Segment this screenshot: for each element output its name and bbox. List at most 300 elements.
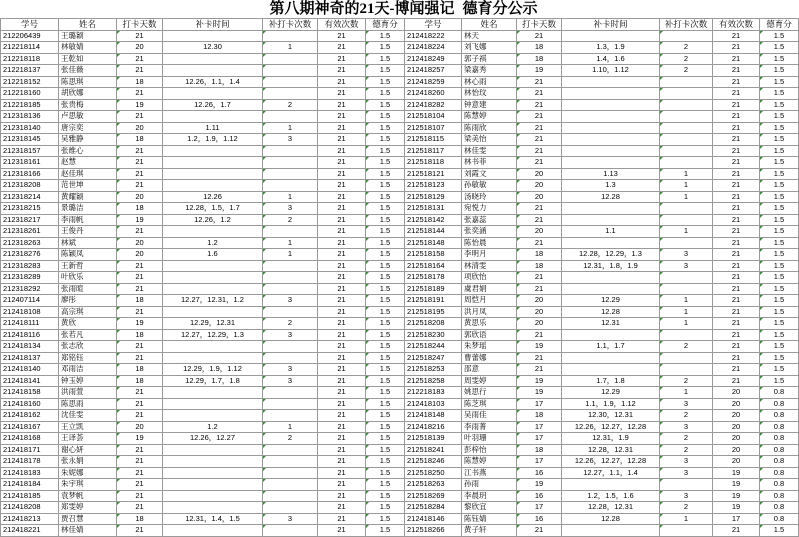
cell-student-name: 陈钰婧 — [462, 513, 517, 525]
cell-checkin-days: 17 — [517, 502, 562, 514]
cell-valid-count: 19 — [713, 467, 760, 479]
cell-student-name: 唐宗奕 — [59, 122, 117, 134]
cell-checkin-days: 17 — [517, 433, 562, 445]
cell-moral-score: 1.5 — [760, 226, 799, 238]
cell-student-name: 胡欣娜 — [59, 88, 117, 100]
cell-moral-score: 1.5 — [760, 283, 799, 295]
table-row — [1, 191, 405, 203]
cell-valid-count: 21 — [318, 157, 366, 169]
cell-student-id: 212418185 — [1, 490, 59, 502]
cell-moral-score: 1.5 — [366, 467, 405, 479]
cell-makeup-dates — [562, 76, 660, 88]
cell-makeup-count: 3 — [263, 364, 318, 376]
table-row — [405, 364, 799, 376]
cell-student-id: 212418146 — [405, 513, 462, 525]
cell-makeup-count: 1 — [660, 191, 713, 203]
cell-student-name: 江书燕 — [462, 467, 517, 479]
cell-moral-score: 1.5 — [366, 53, 405, 65]
cell-makeup-dates — [562, 134, 660, 146]
cell-checkin-days: 21 — [117, 260, 163, 272]
cell-checkin-days: 21 — [517, 111, 562, 123]
cell-moral-score: 1.5 — [366, 157, 405, 169]
table-row — [405, 272, 799, 284]
cell-student-name: 张贵梅 — [59, 99, 117, 111]
cell-moral-score: 1.5 — [366, 502, 405, 514]
cell-makeup-count: 1 — [263, 122, 318, 134]
cell-checkin-days: 21 — [117, 456, 163, 468]
cell-student-name: 邵意 — [462, 364, 517, 376]
cell-checkin-days: 16 — [517, 467, 562, 479]
table-row — [405, 226, 799, 238]
cell-student-name: 张嘉蕊 — [462, 214, 517, 226]
cell-valid-count: 21 — [713, 65, 760, 77]
cell-makeup-count — [660, 352, 713, 364]
cell-student-name: 曹蕾娜 — [462, 352, 517, 364]
cell-valid-count: 21 — [713, 375, 760, 387]
cell-makeup-dates: 12.27，1.1，1.4 — [562, 467, 660, 479]
cell-student-id: 212518284 — [405, 502, 462, 514]
cell-makeup-dates — [562, 157, 660, 169]
cell-student-id: 212418208 — [1, 502, 59, 514]
table-row — [1, 203, 405, 215]
cell-makeup-dates: 12.31，1.8，1.9 — [562, 260, 660, 272]
table-row — [405, 53, 799, 65]
cell-moral-score: 1.5 — [366, 456, 405, 468]
cell-valid-count: 20 — [713, 387, 760, 399]
table-row — [405, 456, 799, 468]
header-student-id: 学号 — [405, 19, 462, 31]
cell-makeup-count: 1 — [660, 318, 713, 330]
cell-makeup-dates — [562, 479, 660, 491]
cell-student-name: 林心雨 — [462, 76, 517, 88]
cell-student-id: 212518118 — [405, 157, 462, 169]
cell-makeup-dates — [163, 53, 263, 65]
cell-student-id: 212418221 — [1, 525, 59, 537]
cell-moral-score: 1.5 — [366, 364, 405, 376]
cell-makeup-count — [263, 65, 318, 77]
cell-makeup-dates — [562, 203, 660, 215]
header-row — [405, 19, 799, 31]
cell-student-id: 212518115 — [405, 134, 462, 146]
cell-student-name: 沈佳雯 — [59, 410, 117, 422]
cell-student-id: 212518244 — [405, 341, 462, 353]
cell-makeup-count — [660, 122, 713, 134]
cell-valid-count: 19 — [713, 490, 760, 502]
cell-valid-count: 21 — [713, 180, 760, 192]
table-row — [405, 329, 799, 341]
cell-checkin-days: 21 — [117, 53, 163, 65]
cell-student-name: 孙敏敏 — [462, 180, 517, 192]
cell-student-id: 212418167 — [1, 421, 59, 433]
cell-moral-score: 1.5 — [366, 249, 405, 261]
table-row — [405, 111, 799, 123]
cell-student-id: 212318276 — [1, 249, 59, 261]
cell-student-name: 陈思琪 — [59, 76, 117, 88]
table-row — [405, 65, 799, 77]
cell-student-id: 212418141 — [1, 375, 59, 387]
cell-student-name: 林佳雯 — [462, 145, 517, 157]
cell-student-id: 212318289 — [1, 272, 59, 284]
cell-checkin-days: 19 — [517, 375, 562, 387]
cell-checkin-days: 20 — [117, 237, 163, 249]
cell-checkin-days: 20 — [117, 249, 163, 261]
cell-checkin-days: 21 — [117, 157, 163, 169]
cell-makeup-dates — [163, 456, 263, 468]
cell-makeup-count: 3 — [660, 456, 713, 468]
cell-valid-count: 21 — [713, 352, 760, 364]
cell-student-name: 郭欣语 — [462, 329, 517, 341]
cell-valid-count: 19 — [713, 502, 760, 514]
cell-valid-count: 21 — [713, 76, 760, 88]
cell-student-name: 林佳婧 — [59, 525, 117, 537]
cell-checkin-days: 21 — [117, 479, 163, 491]
cell-moral-score: 0.8 — [760, 502, 799, 514]
cell-student-id: 212518121 — [405, 168, 462, 180]
table-row — [405, 99, 799, 111]
cell-makeup-count: 2 — [660, 42, 713, 54]
table-row — [405, 42, 799, 54]
cell-makeup-dates: 1.2 — [163, 237, 263, 249]
cell-student-id: 212518178 — [405, 272, 462, 284]
table-row — [1, 145, 405, 157]
cell-moral-score: 1.5 — [366, 76, 405, 88]
cell-valid-count: 21 — [318, 260, 366, 272]
cell-checkin-days: 16 — [517, 490, 562, 502]
table-row — [1, 433, 405, 445]
cell-makeup-count: 2 — [660, 444, 713, 456]
cell-makeup-dates: 12.26，1.1，1.4 — [163, 76, 263, 88]
cell-makeup-dates: 1.1 — [562, 226, 660, 238]
cell-student-name: 林怡玟 — [462, 88, 517, 100]
cell-checkin-days: 20 — [117, 122, 163, 134]
page-title — [0, 0, 799, 18]
cell-moral-score: 0.8 — [760, 444, 799, 456]
cell-moral-score: 0.8 — [760, 456, 799, 468]
cell-student-id: 212518129 — [405, 191, 462, 203]
cell-makeup-dates — [163, 352, 263, 364]
cell-valid-count: 21 — [318, 502, 366, 514]
cell-valid-count: 21 — [713, 99, 760, 111]
cell-checkin-days: 20 — [517, 168, 562, 180]
table-row — [1, 479, 405, 491]
cell-valid-count: 21 — [318, 467, 366, 479]
cell-student-name: 赵佳琪 — [59, 168, 117, 180]
cell-student-name: 陈思雨 — [59, 398, 117, 410]
cell-makeup-dates: 12.31，1.9 — [562, 433, 660, 445]
cell-moral-score: 1.5 — [760, 76, 799, 88]
cell-makeup-count: 1 — [660, 168, 713, 180]
cell-makeup-dates: 12.26，1.2 — [163, 214, 263, 226]
cell-makeup-dates: 12.29，1.9，1.12 — [163, 364, 263, 376]
table-row — [1, 341, 405, 353]
cell-makeup-count — [263, 502, 318, 514]
cell-makeup-dates: 12.26，12.27 — [163, 433, 263, 445]
cell-checkin-days: 21 — [117, 410, 163, 422]
cell-checkin-days: 20 — [517, 318, 562, 330]
cell-checkin-days: 20 — [117, 42, 163, 54]
cell-valid-count: 21 — [318, 456, 366, 468]
cell-moral-score: 1.5 — [760, 249, 799, 261]
cell-makeup-count: 1 — [263, 249, 318, 261]
table-row — [405, 168, 799, 180]
cell-checkin-days: 20 — [517, 226, 562, 238]
cell-student-id: 212318217 — [1, 214, 59, 226]
cell-valid-count: 21 — [713, 134, 760, 146]
cell-checkin-days: 21 — [517, 157, 562, 169]
cell-student-id: 212318215 — [1, 203, 59, 215]
cell-student-id: 212318261 — [1, 226, 59, 238]
cell-moral-score: 1.5 — [760, 295, 799, 307]
cell-makeup-dates: 1.7，1.8 — [562, 375, 660, 387]
cell-valid-count: 20 — [713, 456, 760, 468]
cell-student-id: 212218137 — [1, 65, 59, 77]
cell-student-name: 王俊丹 — [59, 226, 117, 238]
table-row — [1, 410, 405, 422]
cell-student-name: 刘飞娜 — [462, 42, 517, 54]
table-row — [405, 387, 799, 399]
cell-moral-score: 1.5 — [760, 203, 799, 215]
table-row — [405, 421, 799, 433]
cell-moral-score: 1.5 — [366, 283, 405, 295]
cell-student-id: 212418213 — [1, 513, 59, 525]
cell-valid-count: 21 — [318, 134, 366, 146]
cell-student-name: 张奕涵 — [462, 226, 517, 238]
cell-moral-score: 0.8 — [760, 490, 799, 502]
cell-makeup-dates: 12.30 — [163, 42, 263, 54]
cell-makeup-count — [263, 111, 318, 123]
cell-student-id: 212418184 — [1, 479, 59, 491]
table-row — [1, 88, 405, 100]
cell-makeup-dates — [562, 237, 660, 249]
cell-moral-score: 1.5 — [366, 421, 405, 433]
cell-student-name: 吴雅静 — [59, 134, 117, 146]
cell-makeup-dates: 1.3 — [562, 180, 660, 192]
table-row — [405, 76, 799, 88]
cell-valid-count: 21 — [713, 295, 760, 307]
cell-moral-score: 1.5 — [760, 525, 799, 537]
cell-student-name: 黄欣 — [59, 318, 117, 330]
cell-student-name: 陈慧婷 — [462, 456, 517, 468]
cell-makeup-dates: 1.4，1.6 — [562, 53, 660, 65]
cell-checkin-days: 21 — [117, 387, 163, 399]
cell-makeup-count — [263, 157, 318, 169]
cell-student-name: 廖彤 — [59, 295, 117, 307]
cell-checkin-days: 20 — [517, 180, 562, 192]
cell-valid-count: 21 — [713, 249, 760, 261]
cell-moral-score: 0.8 — [760, 433, 799, 445]
cell-checkin-days: 18 — [117, 76, 163, 88]
cell-valid-count: 21 — [713, 341, 760, 353]
cell-valid-count: 21 — [318, 387, 366, 399]
cell-valid-count: 21 — [318, 295, 366, 307]
cell-student-name: 李雨菁 — [462, 421, 517, 433]
cell-makeup-count: 3 — [263, 513, 318, 525]
cell-student-name: 洪雨萱 — [59, 387, 117, 399]
cell-student-name: 林书菲 — [462, 157, 517, 169]
cell-student-name: 宛悦力 — [462, 203, 517, 215]
table-row — [1, 444, 405, 456]
cell-moral-score: 1.5 — [366, 341, 405, 353]
cell-checkin-days: 19 — [117, 433, 163, 445]
cell-makeup-count: 3 — [660, 260, 713, 272]
title-main: 第八期神奇的21天-博闻强记 — [269, 1, 455, 17]
cell-student-id: 212318136 — [1, 111, 59, 123]
cell-moral-score: 1.5 — [366, 111, 405, 123]
table-row — [1, 398, 405, 410]
cell-makeup-count — [660, 525, 713, 537]
cell-valid-count: 21 — [318, 226, 366, 238]
cell-makeup-dates — [163, 283, 263, 295]
cell-makeup-dates — [562, 99, 660, 111]
cell-moral-score: 1.5 — [366, 433, 405, 445]
cell-makeup-dates — [163, 180, 263, 192]
cell-student-id: 212518230 — [405, 329, 462, 341]
cell-makeup-count: 2 — [263, 99, 318, 111]
cell-student-id: 212518266 — [405, 525, 462, 537]
cell-student-name: 陈芝琪 — [462, 398, 517, 410]
cell-valid-count: 21 — [713, 226, 760, 238]
cell-valid-count: 21 — [318, 375, 366, 387]
table-row — [1, 111, 405, 123]
table-row — [405, 375, 799, 387]
header-student-id: 学号 — [1, 19, 59, 31]
cell-makeup-count — [660, 30, 713, 42]
table-row — [1, 375, 405, 387]
cell-moral-score: 1.5 — [760, 237, 799, 249]
cell-makeup-count: 1 — [660, 295, 713, 307]
cell-moral-score: 1.5 — [366, 260, 405, 272]
cell-valid-count: 21 — [318, 191, 366, 203]
cell-valid-count: 21 — [318, 203, 366, 215]
cell-makeup-count — [263, 145, 318, 157]
cell-student-id: 212418222 — [405, 30, 462, 42]
cell-checkin-days: 21 — [517, 99, 562, 111]
cell-moral-score: 1.5 — [366, 191, 405, 203]
cell-makeup-count — [263, 180, 318, 192]
cell-student-id: 212218152 — [1, 76, 59, 88]
cell-checkin-days: 21 — [117, 283, 163, 295]
header-valid-count: 有效次数 — [318, 19, 366, 31]
cell-makeup-count — [263, 352, 318, 364]
cell-moral-score: 1.5 — [366, 272, 405, 284]
cell-student-name: 景璐洁 — [59, 203, 117, 215]
cell-student-id: 212518142 — [405, 214, 462, 226]
cell-student-id: 212318145 — [1, 134, 59, 146]
cell-student-id: 212418103 — [405, 398, 462, 410]
cell-makeup-count: 1 — [263, 191, 318, 203]
cell-student-id: 212418160 — [1, 398, 59, 410]
cell-valid-count: 21 — [713, 214, 760, 226]
cell-student-id: 212518107 — [405, 122, 462, 134]
cell-checkin-days: 21 — [517, 237, 562, 249]
cell-makeup-dates — [163, 387, 263, 399]
cell-makeup-dates — [163, 398, 263, 410]
cell-student-name: 陈雨欣 — [462, 122, 517, 134]
table-row — [1, 260, 405, 272]
cell-makeup-count — [660, 479, 713, 491]
cell-checkin-days: 18 — [517, 444, 562, 456]
cell-student-id: 212318166 — [1, 168, 59, 180]
cell-makeup-dates: 1.10，1.12 — [562, 65, 660, 77]
cell-student-id: 212318161 — [1, 157, 59, 169]
table-row — [1, 122, 405, 134]
cell-moral-score: 1.5 — [760, 180, 799, 192]
cell-valid-count: 21 — [318, 53, 366, 65]
cell-makeup-count: 2 — [660, 53, 713, 65]
cell-moral-score: 1.5 — [366, 134, 405, 146]
cell-checkin-days: 21 — [117, 502, 163, 514]
cell-student-name: 姚思行 — [462, 387, 517, 399]
cell-checkin-days: 21 — [517, 30, 562, 42]
cell-valid-count: 21 — [713, 525, 760, 537]
cell-student-name: 李明月 — [462, 249, 517, 261]
cell-makeup-dates: 12.28 — [562, 306, 660, 318]
cell-student-id: 212518246 — [405, 456, 462, 468]
cell-makeup-dates — [163, 168, 263, 180]
cell-moral-score: 1.5 — [366, 318, 405, 330]
table-row — [405, 341, 799, 353]
cell-student-id: 212418178 — [1, 456, 59, 468]
cell-student-id: 212518144 — [405, 226, 462, 238]
cell-makeup-count: 2 — [660, 502, 713, 514]
cell-makeup-dates: 12.28 — [562, 191, 660, 203]
cell-checkin-days: 21 — [117, 226, 163, 238]
table-row — [1, 42, 405, 54]
header-makeup-dates: 补卡时间 — [562, 19, 660, 31]
cell-makeup-dates — [163, 111, 263, 123]
table-row — [1, 76, 405, 88]
cell-checkin-days: 21 — [117, 180, 163, 192]
cell-checkin-days: 21 — [117, 111, 163, 123]
cell-checkin-days: 18 — [517, 42, 562, 54]
cell-moral-score: 1.5 — [366, 42, 405, 54]
cell-makeup-count — [263, 260, 318, 272]
cell-student-name: 林天 — [462, 30, 517, 42]
cell-student-id: 212418257 — [405, 65, 462, 77]
cell-valid-count: 21 — [318, 122, 366, 134]
cell-valid-count: 21 — [318, 249, 366, 261]
cell-student-id: 212218160 — [1, 88, 59, 100]
cell-student-name: 郑铭钰 — [59, 352, 117, 364]
cell-checkin-days: 18 — [117, 364, 163, 376]
cell-valid-count: 21 — [713, 306, 760, 318]
cell-makeup-count: 2 — [660, 410, 713, 422]
cell-makeup-count — [660, 88, 713, 100]
header-makeup-count: 补打卡次数 — [263, 19, 318, 31]
cell-moral-score: 1.5 — [760, 134, 799, 146]
cell-valid-count: 21 — [713, 260, 760, 272]
table-row — [405, 306, 799, 318]
cell-makeup-dates: 12.26 — [163, 191, 263, 203]
cell-makeup-count — [660, 203, 713, 215]
cell-valid-count: 21 — [713, 145, 760, 157]
cell-checkin-days: 18 — [117, 329, 163, 341]
table-row — [405, 134, 799, 146]
cell-student-id: 212418260 — [405, 88, 462, 100]
cell-makeup-dates: 1.6 — [163, 249, 263, 261]
cell-student-name: 虞君娟 — [462, 283, 517, 295]
cell-student-id: 212518158 — [405, 249, 462, 261]
cell-student-name: 朱宇琪 — [59, 479, 117, 491]
cell-moral-score: 1.5 — [366, 387, 405, 399]
cell-moral-score: 1.5 — [760, 88, 799, 100]
cell-valid-count: 21 — [318, 145, 366, 157]
table-row — [405, 283, 799, 295]
cell-makeup-dates — [163, 157, 263, 169]
cell-student-id: 212418224 — [405, 42, 462, 54]
cell-moral-score: 1.5 — [366, 479, 405, 491]
cell-student-name: 周雯婷 — [462, 375, 517, 387]
